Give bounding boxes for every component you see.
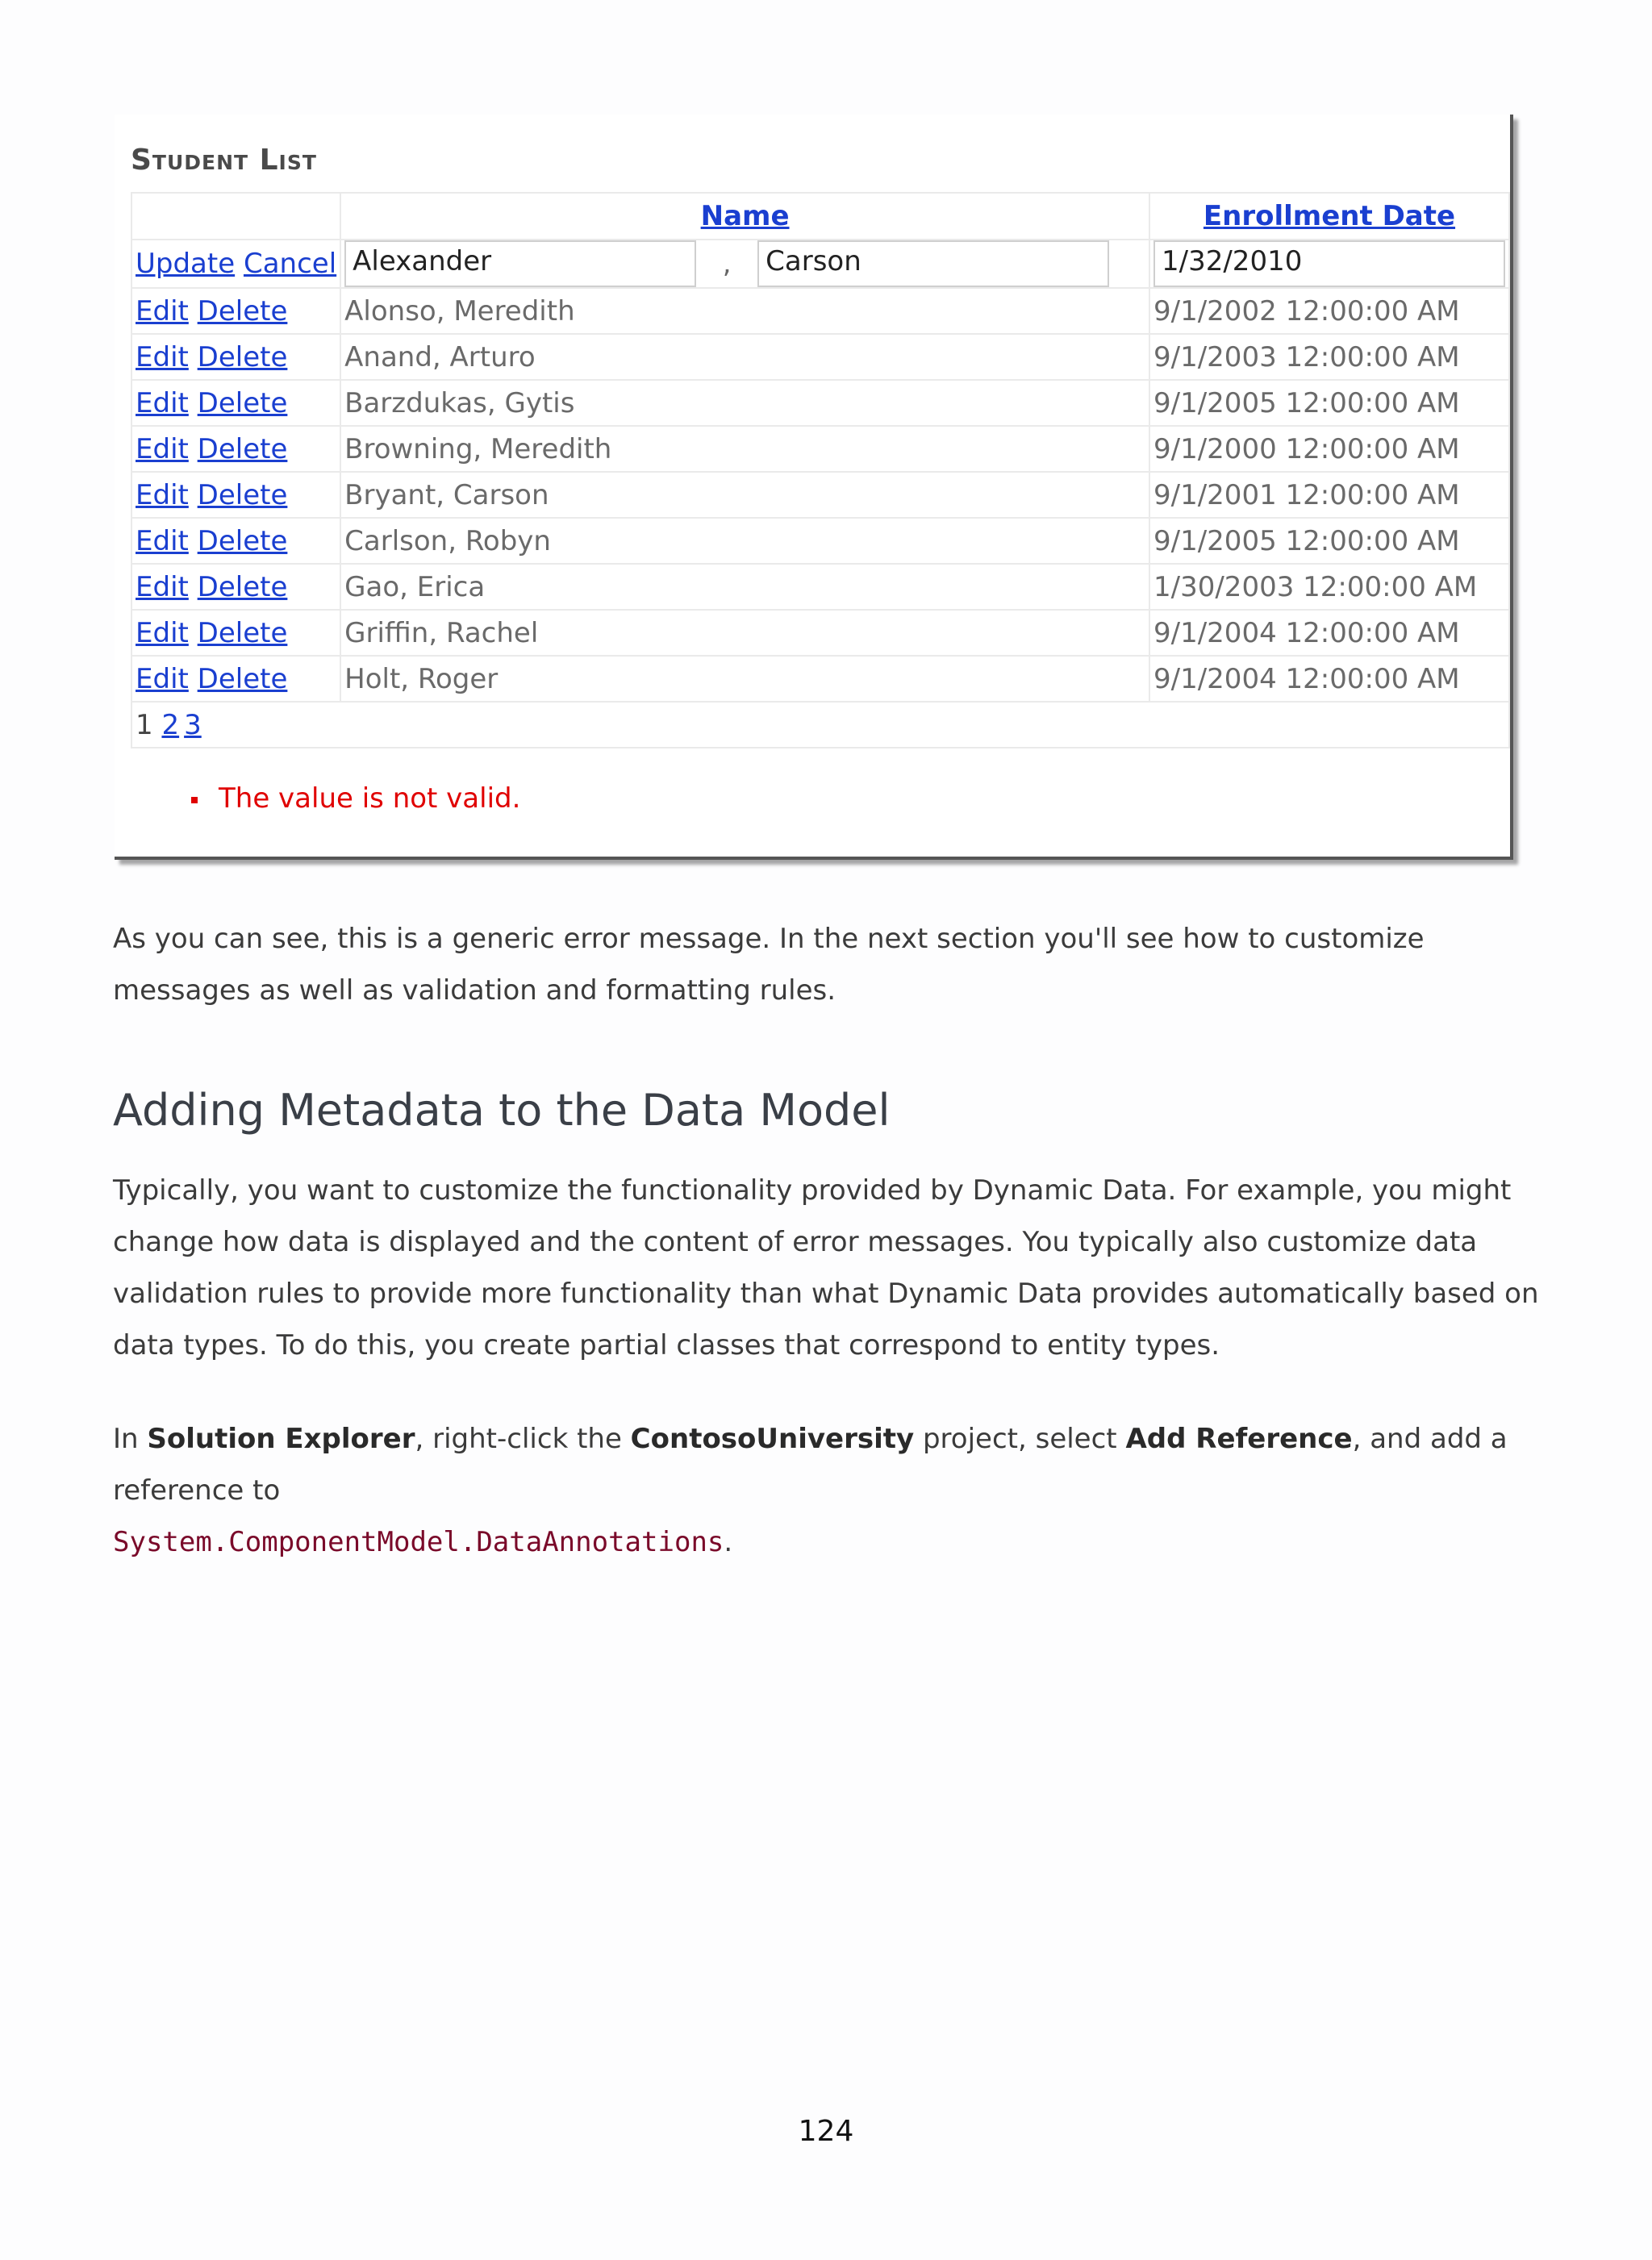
cancel-link[interactable]: Cancel: [243, 248, 337, 280]
edit-name-cell: [340, 240, 1149, 288]
first-name-input[interactable]: Carson: [757, 240, 1109, 287]
table-row: [131, 472, 1509, 518]
name-separator: ,: [722, 248, 732, 280]
text-fragment: , right-click the: [415, 1423, 631, 1455]
student-name: Alonso, Meredith: [340, 288, 1149, 334]
table-row: [131, 656, 1509, 702]
solution-explorer-term: Solution Explorer: [147, 1423, 415, 1455]
edit-actions-cell: [131, 240, 340, 288]
enrollment-date: 9/1/2005 12:00:00 AM: [1149, 518, 1509, 564]
pager-current-page: 1: [136, 708, 153, 741]
pager-page-2-link[interactable]: 2: [161, 708, 180, 741]
delete-link[interactable]: Delete: [197, 294, 288, 327]
text-fragment: , and add a reference to: [113, 1423, 1508, 1507]
delete-link[interactable]: Delete: [197, 340, 288, 373]
bullet-icon: [191, 797, 198, 803]
validation-error-message: The value is not valid.: [219, 782, 521, 815]
edit-link[interactable]: Edit: [136, 524, 189, 557]
enrollment-date: 9/1/2003 12:00:00 AM: [1149, 334, 1509, 380]
enrollment-date-input[interactable]: 1/32/2010: [1153, 240, 1505, 287]
pager: [131, 702, 1509, 748]
student-name: Bryant, Carson: [340, 472, 1149, 518]
enrollment-date: 9/1/2005 12:00:00 AM: [1149, 380, 1509, 426]
name-sort-link[interactable]: Name: [700, 200, 790, 232]
paragraph-add-reference: [113, 1413, 1549, 1568]
update-link[interactable]: Update: [136, 248, 236, 280]
edit-link[interactable]: Edit: [136, 294, 189, 327]
validation-summary: [191, 782, 520, 815]
table-row: [131, 610, 1509, 656]
header-actions-cell: [131, 193, 340, 240]
table-row: [131, 380, 1509, 426]
text-fragment: In: [113, 1423, 148, 1455]
section-heading: Adding Metadata to the Data Model: [113, 1084, 891, 1136]
student-name: Griffin, Rachel: [340, 610, 1149, 656]
paragraph-metadata: Typically, you want to customize the functionality provided by Dynamic Data. For example, you might change how data is displayed and the content of error messages. You typically also customize data validation rules to provide more functionality than what Dynamic Data provides automatically based on data types. To do this, you create partial classes that correspond to entity types.: [113, 1174, 1539, 1361]
text-fragment: project, select: [914, 1423, 1126, 1455]
page-number: 124: [798, 2115, 854, 2148]
table-row: [131, 564, 1509, 610]
text-fragment: .: [724, 1526, 733, 1558]
edit-date-cell: [1149, 240, 1509, 288]
student-grid: [131, 192, 1510, 748]
project-name-term: ContosoUniversity: [630, 1423, 915, 1455]
edit-link[interactable]: Edit: [136, 662, 189, 695]
edit-row: [131, 240, 1509, 288]
delete-link[interactable]: Delete: [197, 524, 288, 557]
edit-link[interactable]: Edit: [136, 432, 189, 465]
table-row: [131, 288, 1509, 334]
student-name: Browning, Meredith: [340, 426, 1149, 472]
paragraph-intro: As you can see, this is a generic error message. In the next section you'll see how to customize messages as well as validation and formatting rules.: [113, 923, 1425, 1007]
delete-link[interactable]: Delete: [197, 616, 288, 649]
student-name: Holt, Roger: [340, 656, 1149, 702]
enrollment-date: 1/30/2003 12:00:00 AM: [1149, 564, 1509, 610]
student-list-screenshot: [115, 115, 1513, 860]
last-name-input[interactable]: Alexander: [344, 240, 696, 287]
enrollment-date: 9/1/2004 12:00:00 AM: [1149, 610, 1509, 656]
student-name: Gao, Erica: [340, 564, 1149, 610]
student-name: Barzdukas, Gytis: [340, 380, 1149, 426]
enrollment-date: 9/1/2002 12:00:00 AM: [1149, 288, 1509, 334]
edit-link[interactable]: Edit: [136, 616, 189, 649]
header-row: [131, 193, 1509, 240]
table-row: [131, 426, 1509, 472]
header-date-cell: [1149, 193, 1509, 240]
enrollment-date: 9/1/2001 12:00:00 AM: [1149, 472, 1509, 518]
enrollment-date: 9/1/2004 12:00:00 AM: [1149, 656, 1509, 702]
pager-page-3-link[interactable]: 3: [184, 708, 202, 741]
delete-link[interactable]: Delete: [197, 432, 288, 465]
header-name-cell: [340, 193, 1149, 240]
edit-link[interactable]: Edit: [136, 340, 189, 373]
student-list-title: Student List: [131, 144, 317, 177]
enrollment-date-sort-link[interactable]: Enrollment Date: [1203, 200, 1456, 232]
delete-link[interactable]: Delete: [197, 570, 288, 603]
student-name: Anand, Arturo: [340, 334, 1149, 380]
student-name: Carlson, Robyn: [340, 518, 1149, 564]
table-row: [131, 334, 1509, 380]
edit-link[interactable]: Edit: [136, 478, 189, 511]
pager-row: [131, 702, 1509, 748]
delete-link[interactable]: Delete: [197, 662, 288, 695]
delete-link[interactable]: Delete: [197, 478, 288, 511]
namespace-code: System.ComponentModel.DataAnnotations: [113, 1526, 724, 1558]
edit-link[interactable]: Edit: [136, 570, 189, 603]
delete-link[interactable]: Delete: [197, 386, 288, 419]
add-reference-term: Add Reference: [1125, 1423, 1353, 1455]
enrollment-date: 9/1/2000 12:00:00 AM: [1149, 426, 1509, 472]
edit-link[interactable]: Edit: [136, 386, 189, 419]
table-row: [131, 518, 1509, 564]
